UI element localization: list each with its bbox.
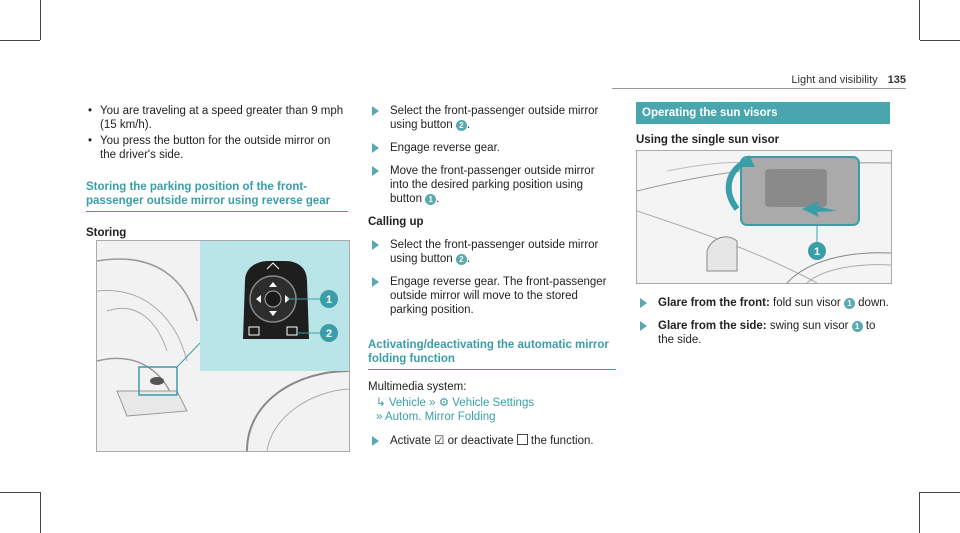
step-item: Select the front-passenger outside mirror using button 2 .: [368, 104, 616, 132]
header-section: Light and visibility: [791, 74, 878, 86]
step-item: Activate ☑ or deactivate the function.: [368, 434, 616, 448]
step-arrow-icon: [640, 298, 647, 308]
callout-badge: 2: [456, 254, 467, 265]
menu-path: [368, 396, 616, 410]
section-banner: Operating the sun visors: [636, 102, 890, 124]
page-header: [791, 74, 906, 86]
checkbox-checked-icon: ☑: [434, 435, 445, 447]
settings-icon: ⚙: [438, 397, 450, 409]
step-item: Engage reverse gear. The front-passenger outside mirror will move to the stored parking position.: [368, 275, 616, 317]
page-number: 135: [887, 74, 906, 86]
crop-mark: [40, 492, 41, 533]
step-item: Glare from the side: swing sun visor 1 to the side.: [636, 319, 890, 347]
step-item: Move the front-passenger outside mirror into the desired parking position using button 1 .: [368, 164, 616, 206]
middle-column: [368, 104, 616, 457]
step-arrow-icon: [372, 240, 379, 250]
crop-mark: [0, 40, 40, 41]
double-chevron-icon: »: [376, 411, 383, 423]
system-label: Multimedia system:: [368, 381, 467, 393]
figure-callout-1: 1: [813, 246, 821, 258]
step-arrow-icon: [372, 277, 379, 287]
bullet-item: • You are traveling at a speed greater than 9 mph (15 km/h).: [86, 104, 348, 132]
subheading-calling-up: Calling up: [368, 216, 424, 228]
checkbox-empty-icon: [517, 434, 528, 445]
figure-callout-1: 1: [325, 294, 333, 306]
callout-badge: 1: [844, 298, 855, 309]
section-title: Storing the parking position of the front-passenger outside mirror using reverse gear: [86, 181, 331, 207]
right-steps: [636, 296, 890, 356]
crop-mark: [920, 40, 960, 41]
double-chevron-icon: »: [429, 397, 436, 409]
callout-badge: 1: [425, 194, 436, 205]
crop-mark: [920, 492, 960, 493]
section-title: Activating/deactivating the automatic mirror folding function: [368, 339, 609, 365]
menu-autom-mirror-folding[interactable]: Autom. Mirror Folding: [384, 411, 496, 423]
left-column: [86, 104, 348, 240]
crop-mark: [0, 492, 40, 493]
bullet-item: • You press the button for the outside mirror on the driver's side.: [86, 134, 348, 162]
sun-visor-figure: [636, 150, 892, 284]
mirror-switch-figure: [96, 240, 350, 452]
door-panel-illustration: [97, 241, 349, 451]
step-item: Glare from the front: fold sun visor 1 down.: [636, 296, 890, 310]
step-arrow-icon: [372, 436, 379, 446]
step-item: Engage reverse gear.: [368, 141, 616, 155]
menu-vehicle-settings[interactable]: Vehicle Settings: [452, 397, 535, 409]
sun-visor-illustration: [637, 151, 891, 283]
right-column: [636, 102, 890, 147]
subheading: Using the single sun visor: [636, 134, 780, 146]
figure-callout-2: 2: [325, 328, 333, 340]
header-rule: [612, 88, 906, 89]
crop-mark: [40, 0, 41, 40]
crop-mark: [919, 492, 920, 533]
subheading: Storing: [86, 227, 127, 239]
step-item: Select the front-passenger outside mirror using button 2 .: [368, 238, 616, 266]
step-arrow-icon: [372, 166, 379, 176]
crop-mark: [919, 0, 920, 40]
callout-badge: 2: [456, 120, 467, 131]
callout-badge: 1: [852, 321, 863, 332]
step-arrow-icon: [372, 143, 379, 153]
menu-vehicle[interactable]: Vehicle: [388, 397, 426, 409]
step-arrow-icon: [372, 106, 379, 116]
step-arrow-icon: [640, 321, 647, 331]
return-arrow-icon: ↳: [376, 397, 386, 409]
menu-path-2: [368, 410, 616, 424]
